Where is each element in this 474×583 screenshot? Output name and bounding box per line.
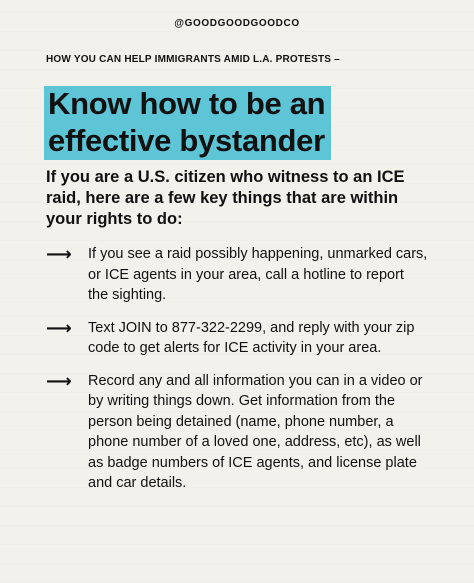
list-item [46, 244, 446, 306]
list-item-text: Record any and all information you can in a video or by writing things down. Get information from the person being detained (name, phone number, a phone number of a loved one, address, etc), as well as badge numbers of ICE agents, and license plate and car details. [88, 372, 423, 491]
list-item-text: If you see a raid possibly happening, unmarked cars, or ICE agents in your area, call a hotline to report the sighting. [88, 246, 428, 303]
intro-text: If you are a U.S. citizen who witness to an ICE raid, here are a few key things that are within your rights to do: [46, 168, 405, 228]
tips-list [46, 244, 446, 506]
headline-line-2: effective bystander [44, 123, 331, 160]
list-item-text: Text JOIN to 877-322-2299, and reply with your zip code to get alerts for ICE activity in your area. [88, 319, 415, 356]
arrow-icon: ⟶ [46, 317, 72, 338]
arrow-icon: ⟶ [46, 370, 72, 391]
headline [44, 86, 331, 160]
list-item [46, 318, 446, 359]
list-item [46, 371, 446, 494]
arrow-icon: ⟶ [46, 244, 72, 264]
headline-line-1: Know how to be an [44, 86, 331, 123]
kicker-title: HOW YOU CAN HELP IMMIGRANTS AMID L.A. PROTESTS – [46, 54, 340, 65]
account-handle: @GOODGOODGOODCO [174, 18, 300, 29]
